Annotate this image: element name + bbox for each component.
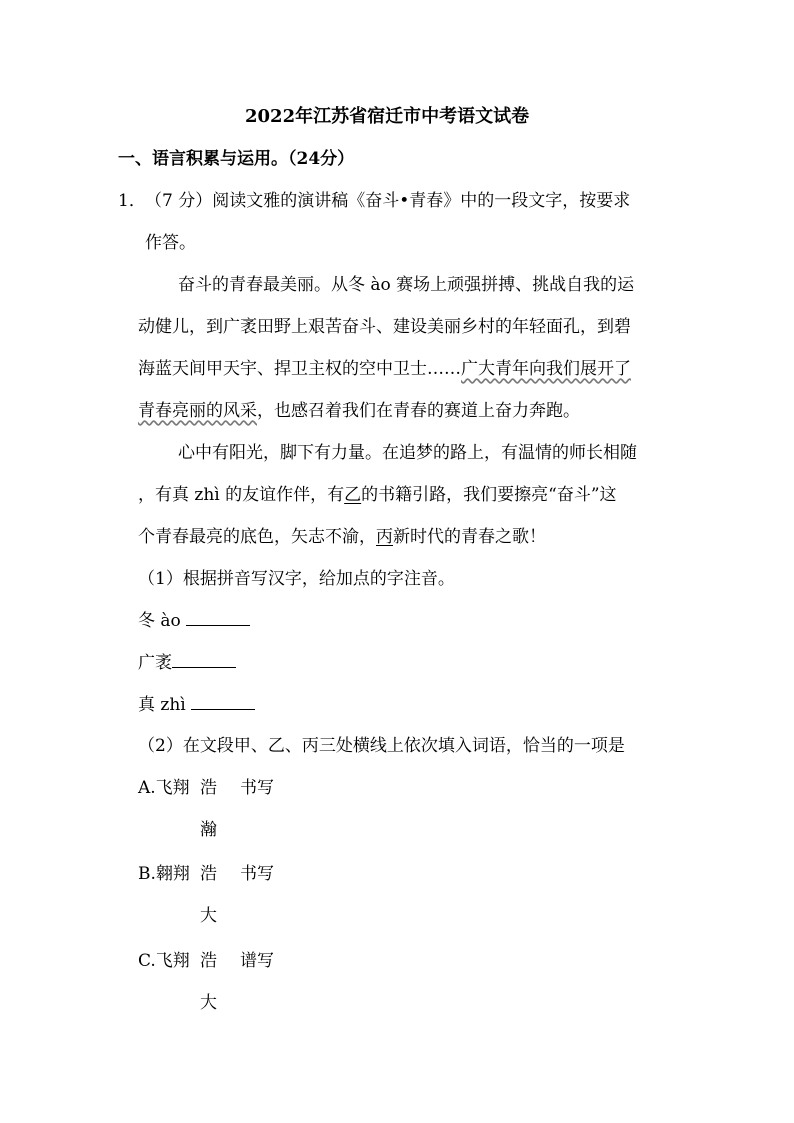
question-1-stem-line2: 作答。 [145,233,196,253]
option-b-word2-cont: 大 [200,906,217,926]
answer-blank-2[interactable] [172,651,236,668]
option-a-word2-cont: 瀚 [200,820,217,840]
sub1-item2-label: 广袤 [138,653,172,673]
option-a-word3: 书写 [240,778,274,798]
option-a-word2: 浩 [200,778,217,798]
section-heading: 一、语言积累与运用。（24分） [118,149,355,169]
option-b-word3: 书写 [240,864,274,884]
para2-line3 [138,526,546,548]
para1-line1: 奋斗的青春最美丽。从冬 ào 赛场上顽强拼搏、挑战自我的运 [178,275,635,295]
para1-line4 [138,400,580,422]
para1-line3 [138,358,631,380]
para2-line3-a: 个青春最亮的底色，矢志不渝， [138,527,376,547]
option-b-word2: 浩 [200,864,217,884]
para2-line1: 心中有阳光，脚下有力量。在追梦的路上，有温情的师长相随 [178,443,637,463]
wavy-underlined-sentence-part1: 广大青年向我们展开了 [461,359,631,379]
para1-line2: 动健儿，到广袤田野上艰苦奋斗、建设美丽乡村的年轻面孔，到碧 [138,317,631,337]
sub1-item3-label: 真 zhì [138,695,186,715]
sub2-prompt: （2）在文段甲、乙、丙三处横线上依次填入词语，恰当的一项是 [138,736,625,756]
option-a-label[interactable]: A.飞翔 [138,778,190,798]
exam-title: 2022年江苏省宿迁市中考语文试卷 [245,106,530,127]
sub1-prompt: （1）根据拼音写汉字，给加点的字注音。 [138,569,455,589]
blank-jia: 甲 [206,359,223,379]
option-c-word3: 谱写 [240,951,274,971]
option-b-label[interactable]: B.翱翔 [138,864,190,884]
para2-line3-c: 新时代的青春之歌！ [393,527,546,547]
para2-line2-c: 的书籍引路，我们要擦亮“奋斗”这 [361,485,617,505]
blank-yi: 乙 [344,485,362,505]
para1-line3-c: 天宇、捍卫主权的空中卫士…… [223,359,461,379]
para1-line3-a: 海蓝天间 [138,359,206,379]
sub1-item1 [138,609,250,632]
blank-bing: 丙 [376,527,393,547]
para1-line4-b: ，也感召着我们在青春的赛道上奋力奔跑。 [257,401,580,421]
para2-line2 [138,484,617,506]
question-1-stem-line1: （7 分）阅读文雅的演讲稿《奋斗•青春》中的一段文字，按要求 [145,191,631,211]
question-1-number: 1． [118,191,146,211]
option-c-word2: 浩 [200,951,217,971]
option-c-label[interactable]: C.飞翔 [138,951,190,971]
sub1-item1-label: 冬 ào [138,611,181,631]
option-c-word2-cont: 大 [200,993,217,1013]
para2-line2-a: ，有真 zhì 的友谊作伴，有 [138,485,345,505]
answer-blank-3[interactable] [191,693,255,710]
wavy-underlined-sentence-part2: 青春亮丽的风采 [138,401,257,421]
sub1-item2 [138,651,236,674]
answer-blank-1[interactable] [186,609,250,626]
sub1-item3 [138,693,255,716]
